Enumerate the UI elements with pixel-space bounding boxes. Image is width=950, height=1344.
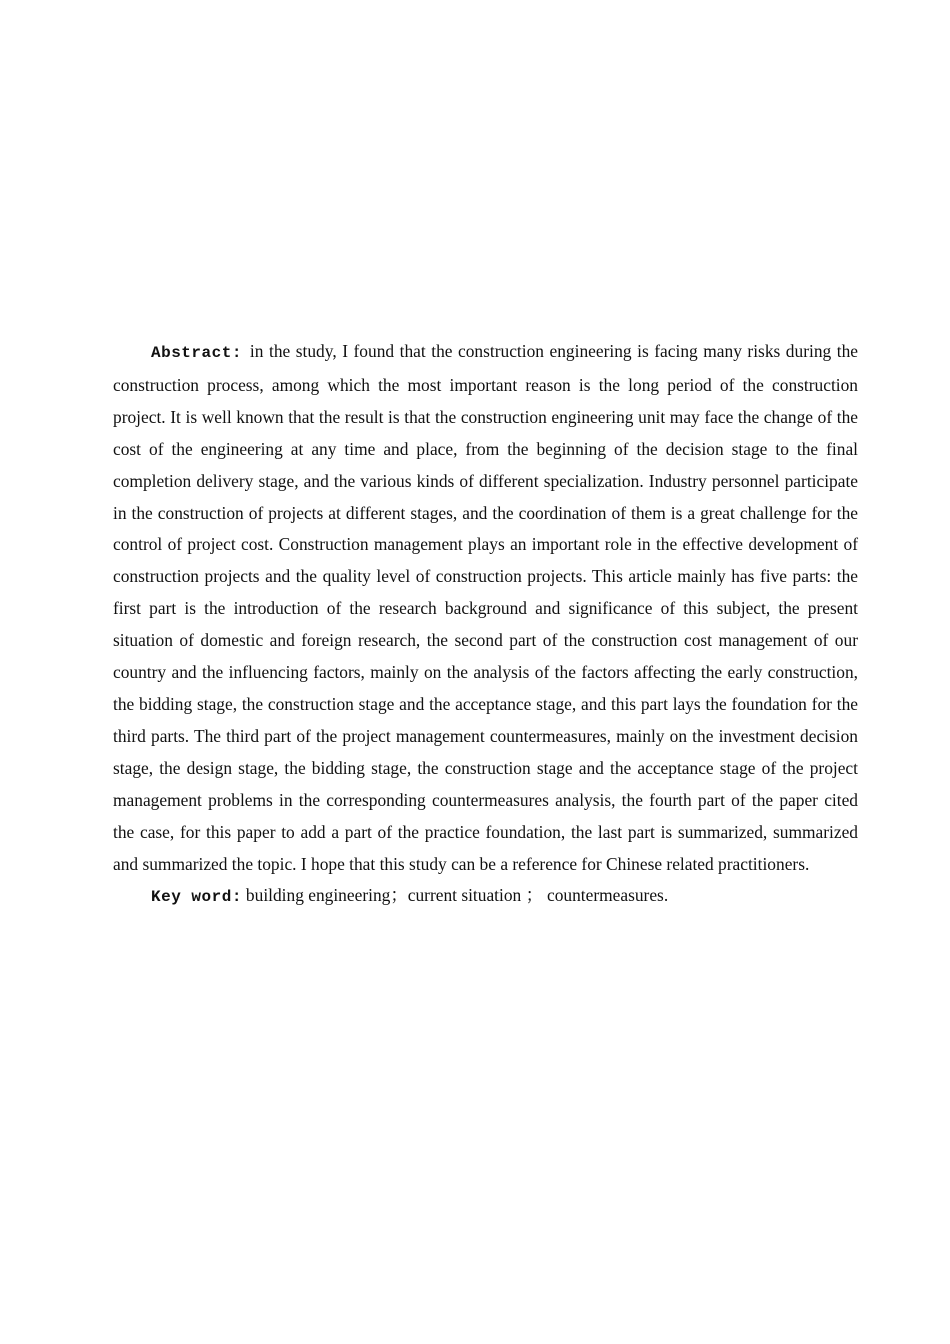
abstract-text: in the study, I found that the construction engineering is facing many risks during the construction process, among which the most important reason is the long period of the construction project. It is well known that the result is that the construction engineering unit may face the change of the cost of the engineering at any time and place, from the beginning of the decision stage to the final completion delivery stage, and the various kinds of different specialization. Industry personnel participate in the construction of projects at different stages, and the coordination of them is a great challenge for the control of project cost. Construction management plays an important role in the effective development of construction projects and the quality level of construction projects. This article mainly has five parts: the first part is the introduction of the research background and significance of this subject, the present situation of domestic and foreign research, the second part of the construction cost management of our country and the influencing factors, mainly on the analysis of the factors affecting the early construction, the bidding stage, the construction stage and the acceptance stage, and this part lays the foundation for the third parts. The third part of the project management countermeasures, mainly on the investment decision stage, the design stage, the bidding stage, the construction stage and the acceptance stage of the project management problems in the corresponding countermeasures analysis, the fourth part of the paper cited the case, for this paper to add a part of the practice foundation, the last part is summarized, summarized and summarized the topic. I hope that this study can be a reference for Chinese related practitioners. (113, 341, 858, 874)
keyword-item: current situation ； (407, 885, 543, 906)
keyword-item: countermeasures. (546, 885, 669, 906)
abstract-section (113, 336, 858, 914)
abstract-label: Abstract: (151, 344, 242, 362)
keywords-label: Key word: (151, 888, 242, 907)
abstract-paragraph (113, 336, 858, 880)
keywords-paragraph (113, 880, 858, 914)
keyword-item: building engineering； (245, 885, 408, 906)
